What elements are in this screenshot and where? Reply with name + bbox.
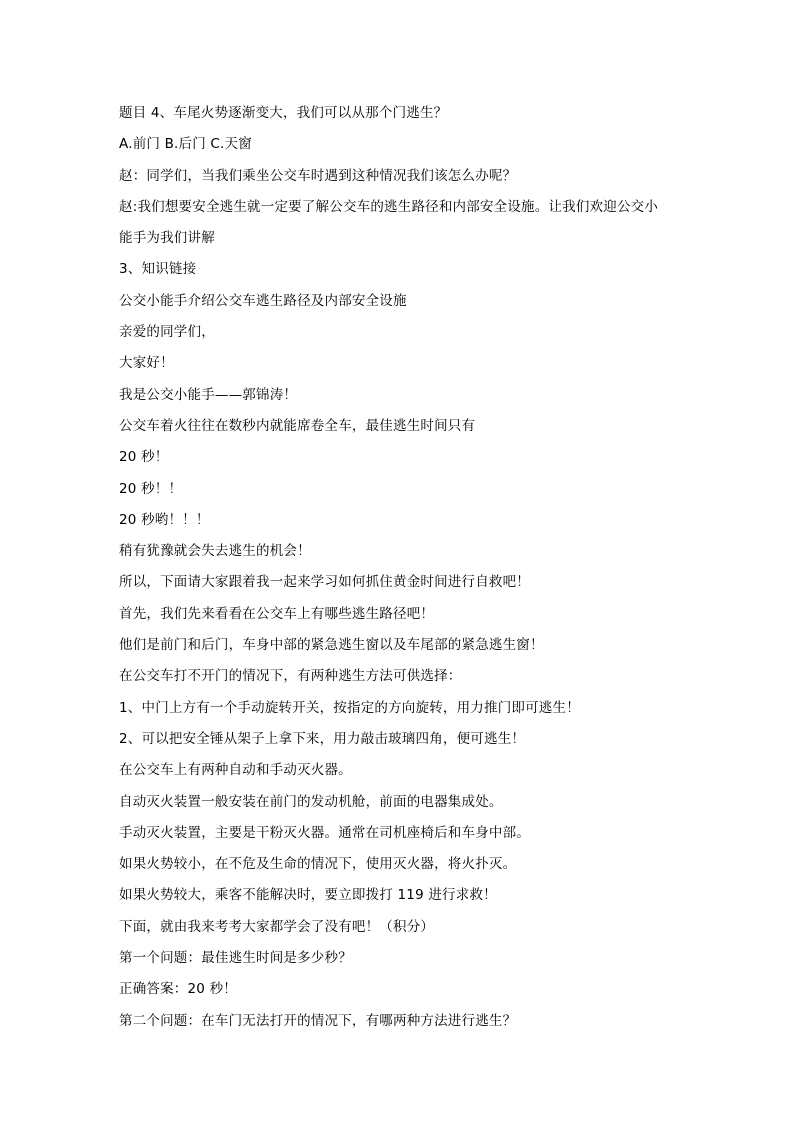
text-line: 1、中门上方有一个手动旋转开关，按指定的方向旋转，用力推门即可逃生！ [119,699,580,716]
document-body [119,102,699,1041]
text-line: 公交车着火往往在数秒内就能席卷全车，最佳逃生时间只有 [119,417,476,434]
text-line: 20 秒哟！！！ [119,511,210,528]
text-line: 在公交车打不开门的情况下，有两种逃生方法可供选择： [119,668,462,685]
text-line: 如果火势较小，在不危及生命的情况下，使用灭火器，将火扑灭。 [119,856,517,873]
text-line: 公交小能手介绍公交车逃生路径及内部安全设施 [119,292,407,309]
text-line: 亲爱的同学们， [119,324,215,341]
section-heading: 3、知识链接 [119,261,197,278]
answer-options-line: A.前门 B.后门 C.天窗 [119,136,252,153]
text-line: 大家好！ [119,355,174,372]
text-line: 赵:我们想要安全逃生就一定要了解公交车的逃生路径和内部安全设施。让我们欢迎公交小 [119,198,659,215]
text-line: 他们是前门和后门，车身中部的紧急逃生窗以及车尾部的紧急逃生窗！ [119,637,544,654]
text-line: 20 秒！！ [119,480,183,497]
text-line: 所以，下面请大家跟着我一起来学习如何抓住黄金时间进行自救吧！ [119,574,530,591]
text-line: 首先，我们先来看看在公交车上有哪些逃生路径吧！ [119,605,435,622]
text-line: 下面，就由我来考考大家都学会了没有吧！（积分） [119,918,435,935]
text-line: 赵：同学们，当我们乘坐公交车时遇到这种情况我们该怎么办呢？ [119,167,517,184]
text-line: 第一个问题：最佳逃生时间是多少秒？ [119,950,352,967]
text-line: 稍有犹豫就会失去逃生的机会！ [119,543,311,560]
text-line: 自动灭火装置一般安装在前门的发动机舱，前面的电器集成处。 [119,793,503,810]
text-line: 第二个问题：在车门无法打开的情况下，有哪两种方法进行逃生？ [119,1012,517,1029]
text-line: 在公交车上有两种自动和手动灭火器。 [119,762,352,779]
text-line: 能手为我们讲解 [119,230,215,247]
text-line: 我是公交小能手——郭锦涛！ [119,386,298,403]
text-line: 正确答案：20 秒！ [119,981,237,998]
text-line: 如果火势较大，乘客不能解决时，要立即拨打 119 进行求救！ [119,887,497,904]
question-4-line: 题目 4、车尾火势逐渐变大，我们可以从那个门逃生？ [119,105,448,121]
text-line: 20 秒！ [119,449,169,466]
text-line: 手动灭火装置，主要是干粉灭火器。通常在司机座椅后和车身中部。 [119,824,530,841]
text-line: 2、可以把安全锤从架子上拿下来，用力敲击玻璃四角，便可逃生！ [119,730,526,747]
